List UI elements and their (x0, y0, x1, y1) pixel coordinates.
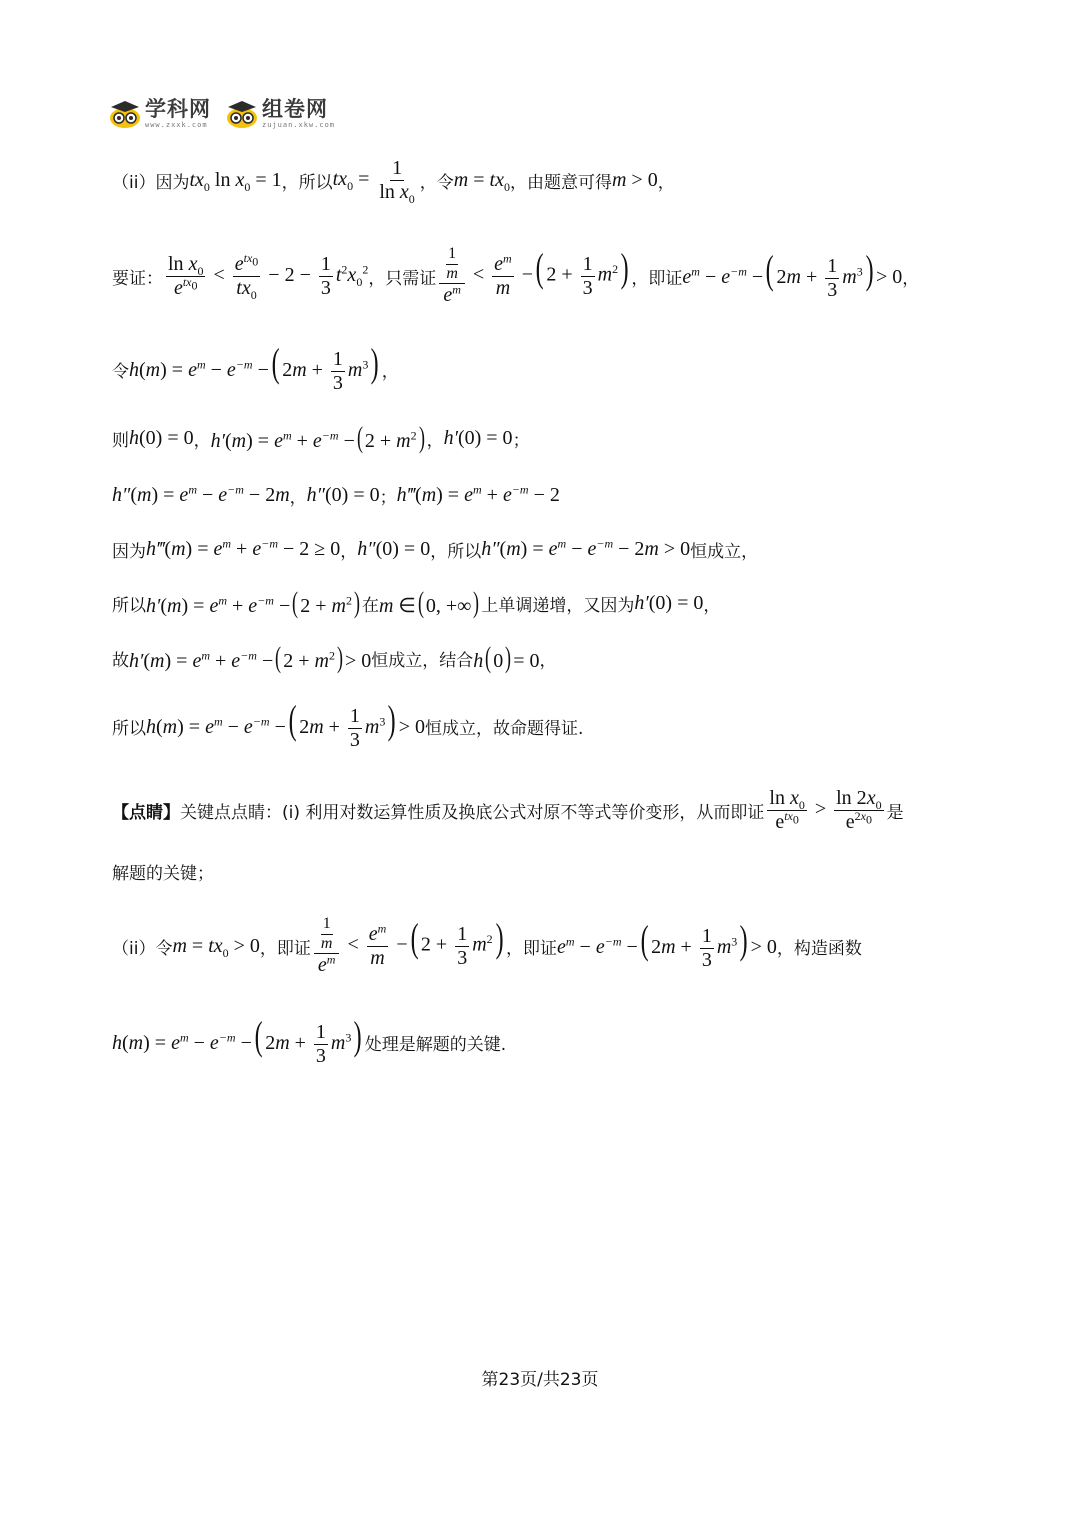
formula: $h(m) = e^m - e^{-m}$ −( 2m + $\frac{1}{3}$ $m^3$) (112, 1013, 363, 1067)
formula: $tx_0$ = $\frac{1}{\ln x_0}$ (332, 156, 415, 206)
owl-mascot-icon (108, 99, 142, 129)
header-logos (108, 94, 335, 134)
logo-zujuanwang (225, 99, 335, 129)
formula: m ∈( 0, +∞) (378, 586, 480, 619)
formula: $h''(m) = e^m - e^{-m} - 2m$ (112, 481, 290, 506)
solution-line-5: $h''(m) = e^m - e^{-m} - 2m$ ， h″(0) = 0 ； h‴(m) = $e^m + e^{-m} - 2$ (112, 481, 560, 508)
solution-line-9: 所以 $h(m) = e^m - e^{-m}$ −( 2m + $\frac{1}{3}$ $m^3) > 0$ 恒成立，故命题得证. (112, 697, 584, 751)
formula: $\frac{\ln x_0}{e^{tx_0}}$ > $\frac{\ln 2x_0}{e^{2x_0}}$ (769, 786, 882, 833)
formula: m > 0 (611, 168, 658, 191)
logo-xuekewang (108, 99, 211, 129)
dianjing-line-2: 解题的关键； (112, 863, 214, 884)
formula: $\frac{\ln x_0}{e^{tx_0}}$ < $\frac{e^{tx_0}}{tx_0}$ − 2 − $\frac{1}{3}$ $t^2x_0^2$ (168, 250, 369, 302)
logo-name: 组卷网 (262, 97, 328, 121)
logo-url: zujuan.xkw.com (262, 121, 336, 129)
formula: h′(0) = 0 (443, 426, 513, 449)
formula: h‴(m) = $e^m + e^{-m} - 2$ (396, 481, 560, 506)
solution-line-3: 令 $h(m) = e^m - e^{-m}$ −( 2m + $\frac{1}{3}$ $m^3$) ， (112, 340, 399, 394)
solution-line-7: 所以 $h'(m) = e^m + e^{-m}$ −( $2 + m^2$) 在 m ∈( 0, +∞) 上单调递增，又因为 h′(0) = 0 ， (112, 586, 721, 619)
formula: h″(0) = 0 (306, 483, 380, 506)
formula: $e^m - e^{-m}$ −( 2m + $\frac{1}{3}$ $m^3) > 0$ (682, 247, 903, 301)
formula: $m = tx_0 > 0$ (172, 934, 260, 960)
formula: $\frac{\frac{1}{m}}{e^m}$ < $\frac{e^m}{m}$ −( 2 + $\frac{1}{3}$ $m^2$) (311, 915, 506, 977)
owl-mascot-icon (225, 99, 259, 129)
solution-line-8: 故 $h'(m) = e^m + e^{-m}$ −( $2 + m^2) > 0$ 恒成立，结合 h( 0) = 0 ， (112, 641, 557, 674)
solution-line-4: 则 h(0) = 0 ， $h'(m) = e^m + e^{-m}$ −( $2 + m^2$) ， h′(0) = 0 ； (112, 421, 530, 454)
dianjing-line-4: $h(m) = e^m - e^{-m}$ −( 2m + $\frac{1}{3}$ $m^3$) 处理是解题的关键. (112, 1013, 507, 1067)
formula: $\frac{\frac{1}{m}}{e^m}$ < $\frac{e^m}{m}$ −( 2 + $\frac{1}{3}$ $m^2$) (436, 245, 631, 307)
formula: h( 0) = 0 (473, 641, 540, 674)
formula: $h''(m) = e^m - e^{-m} - 2m > 0$ (481, 535, 691, 560)
formula: $h(m) = e^m - e^{-m}$ −( 2m + $\frac{1}{3}$ $m^3$) (129, 340, 380, 394)
formula: $m = tx_0$ (453, 168, 510, 194)
formula: h(0) = 0 (129, 426, 194, 449)
formula: $h'(m) = e^m + e^{-m}$ −( $2 + m^2$) (146, 586, 360, 619)
page-number: 第23页/共23页 (481, 1370, 599, 1390)
logo-name: 学科网 (145, 97, 211, 121)
formula: h″(0) = 0 (357, 537, 431, 560)
formula: h‴(m) = $e^m + e^{-m} - 2 \ge 0$ (146, 535, 341, 560)
dianjing-line-1: 【点睛】 关键点点睛：(i) 利用对数运算性质及换底公式对原不等式等价变形，从而即证 $\frac{\ln x_0}{e^{tx_0}}$ > $\frac{\ln 2x_0}{e^{2x_0}}$ 是 (112, 786, 904, 833)
formula: h′(0) = 0 (634, 591, 704, 614)
solution-line-6: 因为 h‴(m) = $e^m + e^{-m} - 2 \ge 0$ ， h″(0) = 0 ，所以 $h''(m) = e^m - e^{-m} - 2m > 0$ 恒成立， (112, 535, 759, 562)
solution-line-1: （ii）因为 $tx_0$ $\ln x_0 = 1$ ，所以 $tx_0$ = $\frac{1}{\ln x_0}$ ，令 $m = tx_0$ ，由题意可得 m > 0 ， (112, 156, 675, 206)
dianjing-line-3: （ii）令 $m = tx_0 > 0$ ，即证 $\frac{\frac{1}{m}}{e^m}$ < $\frac{e^m}{m}$ −( 2 + $\frac{1}{3}$ $m^2$) ，即证 $e^m - e^{-m}$ −( 2m + $\frac{1}{3}$ $m^3) > 0$ ，构造函数 (112, 914, 862, 976)
formula: $h(m) = e^m - e^{-m}$ −( 2m + $\frac{1}{3}$ $m^3) > 0$ (146, 697, 425, 751)
solution-line-2: 要证： $\frac{\ln x_0}{e^{tx_0}}$ < $\frac{e^{tx_0}}{tx_0}$ − 2 − $\frac{1}{3}$ $t^2x_0^2$ ，只需证 $\frac{\frac{1}{m}}{e^m}$ < $\frac{e^m}{m}$ −( 2 + $\frac{1}{3}$ $m^2$) ，即证 $e^m - e^{-m}$ −( 2m + $\frac{1}{3}$ $m^3) > 0$ ， (112, 244, 920, 306)
formula: $tx_0$ $\ln x_0 = 1$ (189, 168, 282, 194)
formula: $e^m - e^{-m}$ −( 2m + $\frac{1}{3}$ $m^3) > 0$ (556, 917, 777, 971)
formula: $h'(m) = e^m + e^{-m}$ −( $2 + m^2$) (210, 421, 425, 454)
formula: $h'(m) = e^m + e^{-m}$ −( $2 + m^2) > 0$ (129, 641, 372, 674)
logo-url: www.zxxk.com (145, 121, 208, 129)
